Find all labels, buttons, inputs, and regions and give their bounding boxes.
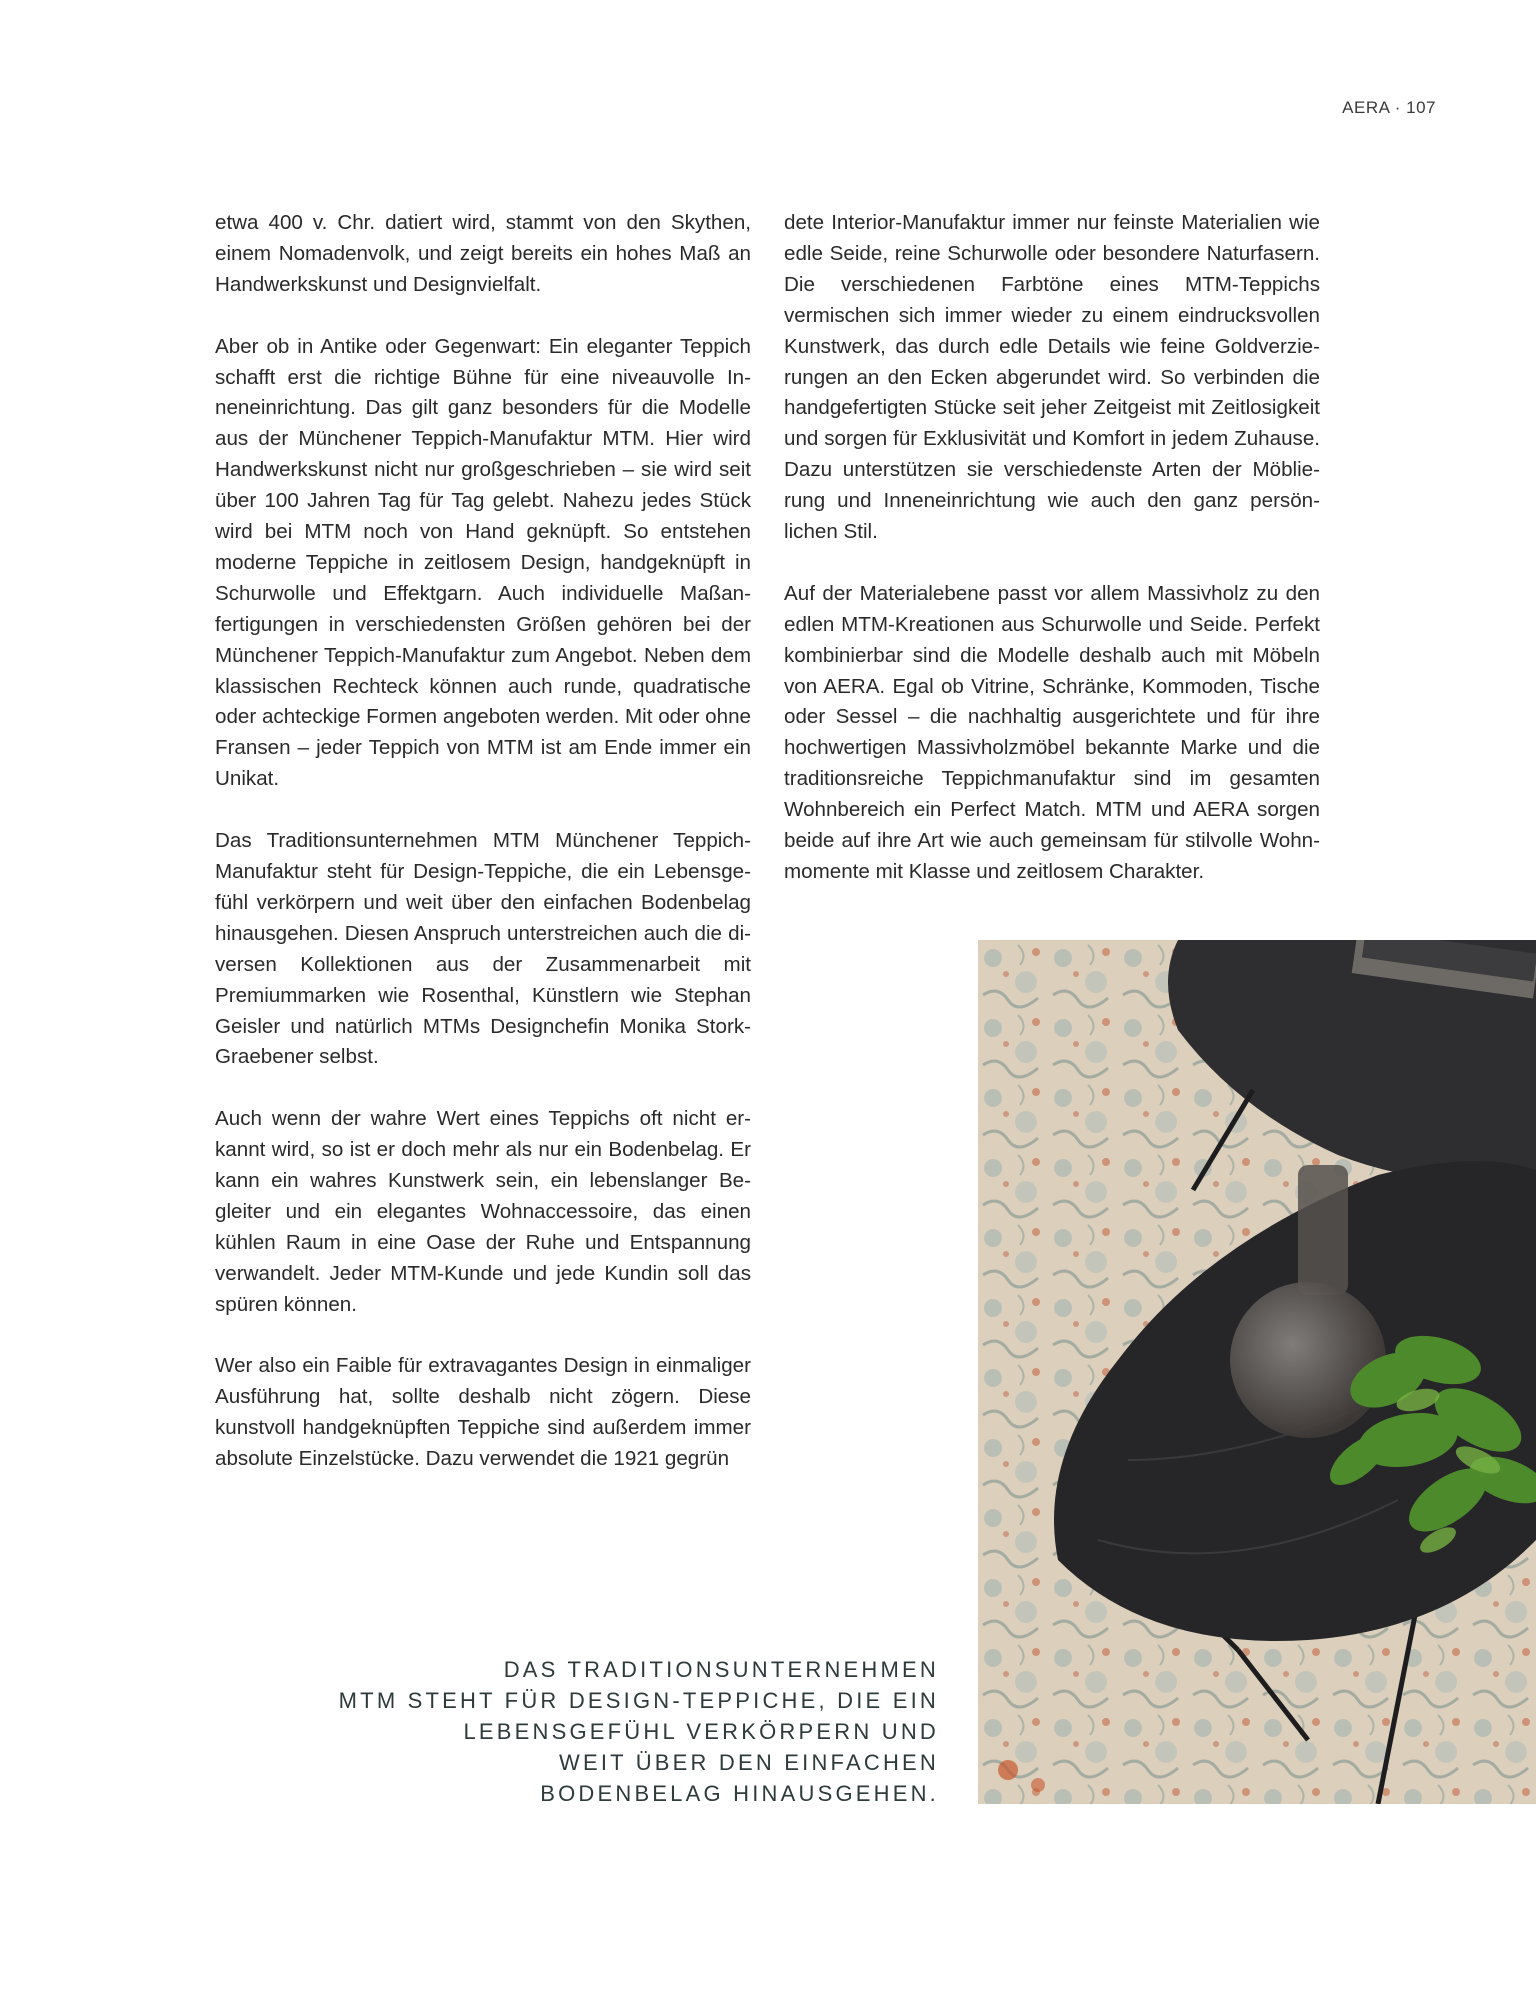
pull-quote-line: DAS TRADITIONSUNTERNEHMEN: [503, 1657, 939, 1682]
text-column-left: [215, 208, 751, 1506]
pull-quote-line: BODENBELAG HINAUSGEHEN.: [540, 1781, 939, 1806]
page-folio: AERA · 107: [1342, 98, 1436, 117]
pull-quote-line: MTM STEHT FÜR DESIGN-TEPPICHE, DIE EIN: [338, 1688, 939, 1713]
interior-photo: [978, 940, 1536, 1804]
pull-quote-line: LEBENSGEFÜHL VERKÖRPERN UND: [463, 1719, 939, 1744]
paragraph: etwa 400 v. Chr. datiert wird, stammt von den Skythen, einem Nomadenvolk, und zeigt bereits ein hohes Maß an Handwerkskunst und Designvielfalt.: [215, 211, 751, 296]
pull-quote: [319, 1654, 939, 1809]
paragraph: Wer also ein Faible für extravagantes Design in einmaliger Ausführung hat, sollte deshalb nicht zögern. Diese kunstvoll handgeknüpften Teppiche sind außerdem immer absolute Einzelstücke. Dazu verwendet die 1921 gegrün: [215, 1354, 751, 1471]
paragraph: Auf der Materialebene passt vor allem Massivholz zu den edlen MTM-Kreationen aus Schurwolle und Seide. Perfekt kombinierbar sind die Modelle deshalb auch mit Möbeln von AERA. Egal ob Vitrine, Schränke, Kommoden, Tische oder Sessel – die nachhaltig ausgerichtete und für ihre hochwertigen Massivholzmöbel bekannte Marke und die traditionsreiche Teppichmanufaktur sind im gesamten Wohnbereich ein Perfect Match. MTM und AERA sorgen beide auf ihre Art wie auch gemeinsam für stilvolle Wohnmomente mit Klasse und zeitlosem Charakter.: [784, 581, 1320, 884]
paragraph: dete Interior-Manufaktur immer nur feinste Materialien wie edle Seide, reine Schurwolle oder besondere Naturfasern. Die verschiedenen Farbtöne eines MTM-Teppichs vermischen sich immer wieder zu einem eindrucksvollen Kunstwerk, das durch edle Details wie feine Goldverzierungen an den Ecken abgerundet wird. So verbinden die handgefertigten Stücke seit jeher Zeitgeist mit Zeitlosigkeit und sorgen für Exklusivität und Komfort in jedem Zuhause. Dazu unterstützen sie verschiedenste Arten der Möblierung und Inneneinrichtung wie auch den ganz persönlichen Stil.: [784, 211, 1320, 544]
paragraph: Auch wenn der wahre Wert eines Teppichs oft nicht erkannt wird, so ist er doch mehr als nur ein Bodenbelag. Er kann ein wahres Kunstwerk sein, ein lebenslanger Begleiter und ein elegantes Wohnaccessoire, das einen kühlen Raum in eine Oase der Ruhe und Entspannung verwandelt. Jeder MTM-Kunde und jede Kundin soll das spüren können.: [215, 1107, 751, 1316]
pull-quote-line: WEIT ÜBER DEN EINFACHEN: [558, 1750, 939, 1775]
paragraph: Das Traditionsunternehmen MTM Münchener Teppich-Manufaktur steht für Design-Teppiche, die ein Lebensgefühl verkörpern und weit über den einfachen Bodenbelag hinausgehen. Diesen Anspruch unterstreichen auch die diversen Kollektionen aus der Zusammenarbeit mit Premiummarken wie Rosenthal, Künstlern wie Stephan Geisler und natürlich MTMs Designchefin Monika Stork-Graebener selbst.: [215, 829, 751, 1069]
paragraph: Aber ob in Antike oder Gegenwart: Ein eleganter Teppich schafft erst die richtige Bühne für eine niveauvolle Inneneinrichtung. Das gilt ganz besonders für die Modelle aus der Münchener Teppich-Manufaktur MTM. Hier wird Handwerkskunst nicht nur großgeschrieben – sie wird seit über 100 Jahren Tag für Tag gelebt. Nahezu jedes Stück wird bei MTM noch von Hand geknüpft. So entstehen moderne Teppiche in zeitlosem Design, handgeknüpft in Schurwolle und Effektgarn. Auch individuelle Maßanfertigungen in verschiedensten Größen gehören bei der Münchener Teppich-Manufaktur zum Angebot. Neben dem klassischen Rechteck können auch runde, quadratische oder achteckige Formen angeboten werden. Mit oder ohne Fransen – jeder Teppich von MTM ist am Ende immer ein Unikat.: [215, 334, 751, 791]
text-column-right: [784, 208, 1320, 919]
